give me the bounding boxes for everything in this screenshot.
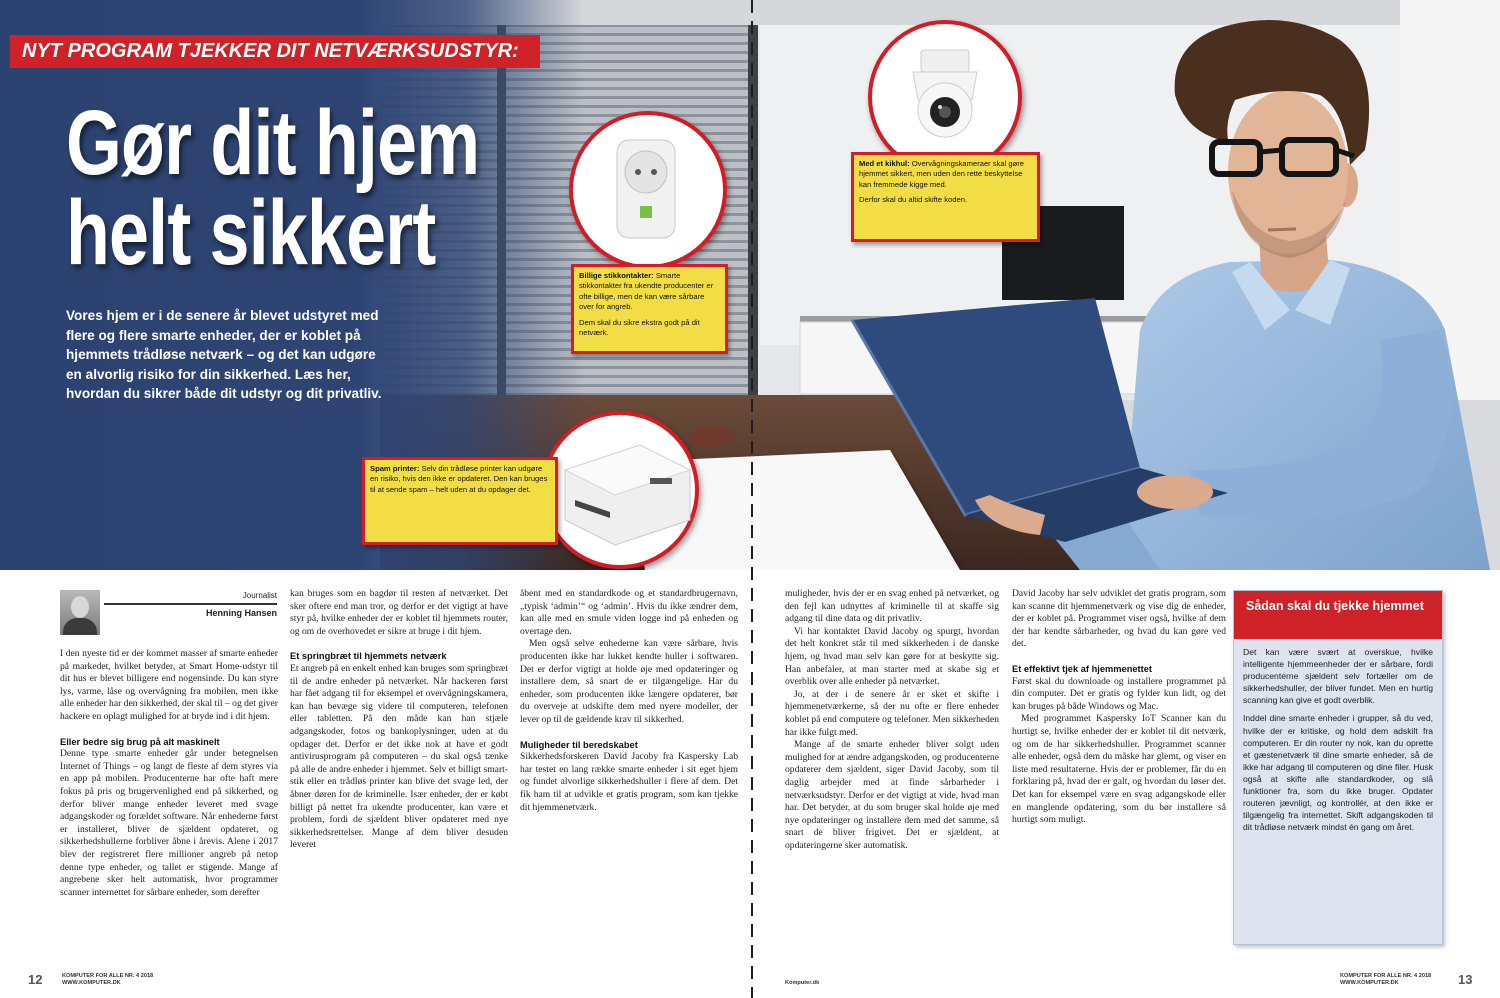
footer-right [1340, 973, 1431, 987]
security-camera-inset [870, 22, 1020, 172]
footer-line: WWW.KOMPUTER.DK [1340, 980, 1399, 986]
kicker-banner: NYT PROGRAM TJEKKER DIT NETVÆRKSUDSTYR: [10, 35, 540, 68]
callout-lead: Spam printer: [370, 464, 420, 473]
body-paragraph: Mange af de smarte enheder bliver solgt uden mulighed for at ændre adgangskoden, og producenterne opdaterer dem sjældent, siger David Jacoby, som til daglig arbejder med at finde sårbarheder i netværksudstyr. Derfor er det vigtigt at vide, hvad man har. Det betyder, at du som bruger skal holde øje med nye opdateringer og installere dem med det samme, så snart de bliver frigivet. Det er sjældent, at opdateringerne sker automatisk. [785, 739, 999, 851]
page-number-right: 13 [1458, 972, 1473, 987]
body-paragraph: I den nyeste tid er der kommet masser af smarte enheder på markedet, hvilket betyder, at Smart Home-udstyr til dit hus er blevet billigere end nogensinde. Du kan styre lys, varme, låse og overvågning fra mobilen, men ikke alle enheder har den sikkerhed, der skal til – og det giver hackere en oplagt mulighed for at bryde ind i dit hjem. [60, 648, 278, 722]
callout-security-camera [851, 152, 1040, 242]
sidebar-body [1234, 639, 1442, 833]
body-paragraph: kan bruges som en bagdør til resten af netværket. Det sker oftere end man tror, og derfor er det vigtigt at have styr på, hvilke enheder der er koblet til hjemmets router, og om de overhovedet er sikre at bruge i dit hjem. [290, 588, 508, 637]
article-column-5 [1012, 588, 1226, 970]
callout-smart-plug [571, 264, 728, 354]
article-column-4 [785, 588, 999, 970]
callout-text: Overvågningskameraer skal gøre hjemmet sikkert, men uden den rette beskyttelse kan fremmede kigge med. [859, 159, 1025, 189]
subheading: Muligheder til beredskabet [520, 739, 638, 750]
author-name: Henning Hansen [205, 608, 277, 618]
callout-text: Dem skal du sikre ekstra godt på dit netværk. [579, 317, 700, 338]
sidebar-paragraph: Inddel dine smarte enheder i grupper, så du ved, hvilke der er kritiske, og hold dem adskilt fra computeren. Er din router ny nok, kan du oprette et gæstenetværk til dine smarte enheder, så de ikke har adgang til computeren og dine filer. Husk også at skifte alle standardkoder, og slå funktioner fra, som du ikke bruger. Opdater routeren jævnligt, og kontrollér, at den ikke er tilgængelig fra internettet. Skift adgangskoden til dit trådløse netværk mindst én gang om året. [1243, 713, 1433, 833]
footer-line: WWW.KOMPUTER.DK [62, 980, 121, 986]
callout-printer [362, 457, 558, 545]
author-rule [104, 603, 277, 605]
author-photo-shoulders [63, 618, 97, 635]
footer-left [62, 973, 153, 987]
page-number-left: 12 [28, 972, 43, 987]
sidebar-box [1233, 590, 1443, 945]
article-column-2 [290, 588, 508, 970]
glasses-bridge [1260, 150, 1282, 152]
headline-line-2: helt sikkert [66, 182, 436, 284]
footer-line: KOMPUTER FOR ALLE NR. 4 2018 [1340, 973, 1432, 979]
subheading: Eller bedre sig brug på alt maskinelt [60, 736, 220, 747]
body-paragraph: Med programmet Kaspersky IoT Scanner kan du hurtigt se, hvilke enheder der er koblet til dit netværk, og om de har sikkerhedshuller. Programmet scanner alle enheder, også dem du måske har glemt, og viser en liste med resultaterne. Hvis der er problemer, får du en forklaring på, hvad der er galt, og hvordan du løser det. Det kan for eksempel være en svag adgangskode eller en manglende opdatering, som du bør installere så hurtigt som muligt. [1012, 713, 1226, 826]
callout-lead: Med et kikhul: [859, 159, 910, 168]
article-column-3 [520, 588, 738, 970]
printer-inset [543, 413, 697, 567]
subheading: Et springbræt til hjemmets netværk [290, 651, 447, 662]
body-paragraph: Et angreb på en enkelt enhed kan bruges som springbræt til de andre enheder på netværket. Når hackeren først har fået adgang til for eksempel et overvågningskamera, kan han bevæge sig videre til computeren, telefonen eller tabletten. På den måde kan han stjæle adgangskoder, fotos og bankoplysninger, uden at du opdager det. Derfor er det ikke nok at have et godt antivirusprogram på computeren – du skal også tænke på alle de andre enheder i hjemmet. Selv et billigt smart-stik eller en trådløs printer kan blive det svage led, der åbner døren for de kriminelle. Især enheder, der er købt billigt på nettet fra ukendte producenter, kan være et problem, fordi de sjældent bliver opdateret med nye sikkerhedsrettelser. Mange af dem bliver desuden leveret [290, 662, 508, 851]
footer-center: Komputer.dk [785, 980, 820, 986]
sidebar-paragraph: Det kan være svært at overskue, hvilke intelligente hjemmeenheder der er sårbare, fordi producenterne sjældent selv fortæller om de sikkerhedshuller, der bliver fundet. Men en hurtig scanning kan give et godt overblik. [1243, 647, 1433, 706]
author-role: Journalist [242, 591, 277, 600]
body-paragraph: Sikkerhedsforskeren David Jacoby fra Kaspersky Lab har testet en lang række smarte enheder i sit eget hjem og fundet alvorlige sikkerhedshuller i flere af dem. Det fik ham til at udvikle et gratis program, som kan tjekke dit hjemmenetværk. [520, 751, 738, 813]
intro-text: Vores hjem er i de senere år blevet udstyret med flere og flere smarte enheder, der er koblet på hjemmets trådløse netværk – og det kan udgøre en alvorlig risiko for din sikkerhed. Læs her, hvordan du sikrer både dit udstyr og dit privatliv. [66, 308, 382, 401]
author-photo [60, 590, 100, 635]
article-column-1 [60, 648, 278, 970]
body-paragraph: muligheder, hvis der er en svag enhed på netværket, og den fejl kan udnyttes af kriminelle til at skaffe sig adgang til dine data og dit privatliv. [785, 588, 999, 625]
body-paragraph: Først skal du downloade og installere programmet på din computer. Det er gratis og fylder kun lidt, og det kan bruges på både Windows og Mac. [1012, 675, 1226, 712]
subheading: Et effektivt tjek af hjemmenettet [1012, 663, 1153, 674]
callout-paragraph [579, 271, 720, 313]
callout-text: Smarte stikkontakter fra ukendte producenter er ofte billige, men de kan være sårbare over for angreb. [579, 271, 714, 312]
callout-paragraph [370, 464, 550, 495]
page-gutter-line [751, 0, 753, 998]
smart-plug-inset [571, 113, 725, 267]
hand [1137, 475, 1213, 509]
body-paragraph: Denne type smarte enheder går under betegnelsen Internet of Things – og langt de fleste af dem styres via en app på mobilen. Producenterne har ofte haft mere fokus på pris og brugervenlighed end på sikkerhed, og derfor bliver mange enheder leveret med svage adgangskoder og forældet software. Når enhederne først er installeret, bliver de sjældent opdateret, og sikkerhedshullerne forbliver åbne i årevis. Alene i 2017 blev der registreret flere millioner angreb på netop denne type enheder, og tallet er stigende. Mange af angrebene sker helt automatisk, hvor programmer scanner internettet for sårbare enheder, som derefter [60, 748, 278, 898]
callout-text: Derfor skal du altid skifte koden. [859, 195, 968, 205]
body-paragraph: Jo, at der i de senere år er sket et skifte i hjemmenetværkerne, så der nu ofte er flere enheder koblet på end computere og telefoner. Men sikkerheden har ikke fulgt med. [785, 688, 999, 738]
body-paragraph: Vi har kontaktet David Jacoby og spurgt, hvordan det helt konkret står til med sikkerheden i de danske hjem, og hvad man selv kan gøre for at beskytte sig. Han anbefaler, at man starter med at skabe sig et overblik over alle enheder på netværket. [785, 625, 999, 688]
headline-line-1: Gør dit hjem [66, 92, 480, 194]
callout-paragraph [859, 159, 1032, 190]
author-photo-head [71, 596, 89, 618]
callout-text: Selv din trådløse printer kan udgøre en risiko, hvis den ikke er opdateret. Den kan bruges til at sende spam – helt uden at du opdager det. [370, 464, 548, 494]
mouth [1268, 229, 1296, 230]
body-paragraph: åbent med en standardkode og et standardbrugernavn, „typisk ‘admin’“ og ‘admin’. Hvis du ikke ændrer dem, kan alle med en smule viden logge ind på enheden og overtage den. [520, 588, 738, 637]
sidebar-title: Sådan skal du tjekke hjemmet [1234, 591, 1442, 639]
body-paragraph: Men også selve enhederne kan være sårbare, hvis producenten ikke har lukket kendte huller i softwaren. Det er derfor vigtigt at holde øje med opdateringer og installere dem, så snart de er tilgængelige. Har du enheder, som producenten ikke længere opdaterer, bør du overveje at udskifte dem med nyere modeller, der lever op til de gældende krav til sikkerhed. [520, 638, 738, 725]
body-paragraph: David Jacoby har selv udviklet det gratis program, som kan scanne dit hjemmenetværk og vise dig de enheder, der er koblet på. Programmet viser også, hvilke af dem der har kendte sårbarheder, og hvad du kan gøre ved det. [1012, 588, 1226, 650]
footer-line: KOMPUTER FOR ALLE NR. 4 2018 [62, 973, 154, 979]
callout-lead: Billige stikkontakter: [579, 271, 654, 280]
